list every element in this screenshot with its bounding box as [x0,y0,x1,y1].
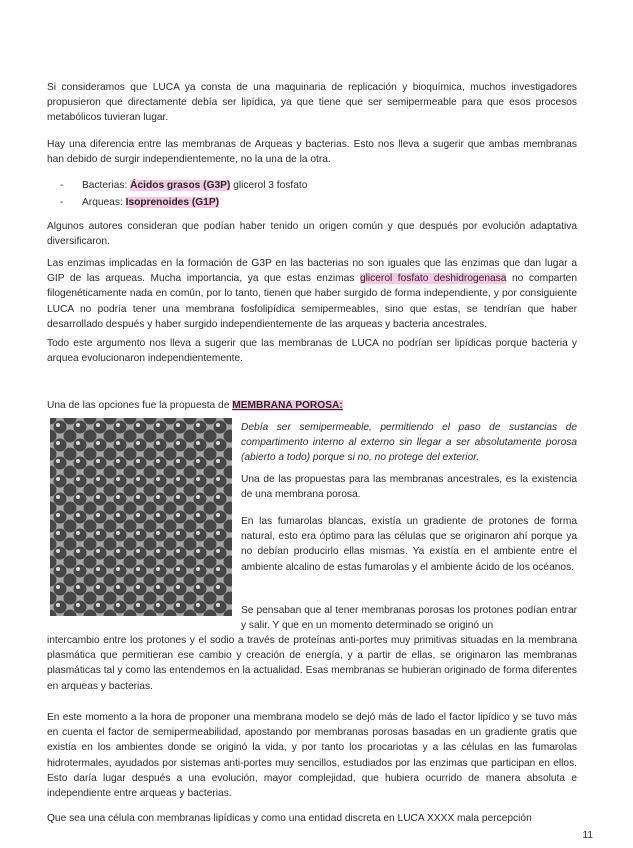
bullet-bacterias-label: Bacterias: [82,180,131,191]
enzymes-text-a: Las enzimas implicadas en la formación de G3P en las bacterias no son iguales que las enzimas que dan lugar a GIP de las arqueas. Mucha importancia, ya que estas enzimas [47,258,577,285]
paragraph-model-membrane: En este momento a la hora de proponer una membrana modelo se dejó más de lado el factor lipídico y se tuvo más en cuenta el factor de semipermeabilidad, apostando por membranas porosas basadas en un gradiente gratis que existía en los ambientes donde se originó la vida, y por tanto los procariotas y a las células en las fumarolas hidrotermales, ayudados por sistemas anti-portes muy sencillos, estudiados por las enzimas que participan en ellos. Esto daría lugar después a una evolución, mayor complejidad, que hubiera ocurrido de manera absoluta e independiente entre arqueas y bacterias. [47,712,577,800]
paragraph-luca-perception: Que sea una célula con membranas lipídicas y como una entidad discreta en LUCA XXXX mala percepción [47,813,532,824]
enzymes-text-b: no comparten filogenéticamente nada en común, por lo tanto, tienen que haber surgido de forma independiente, y por consiguiente LUCA no podría tener una membrana fosfolipídica semipermeables, sino que estas, se tendrían que haber desarrollado después y haber surgido independientemente de las arqueas y bacteria ancestrales. [47,273,577,330]
paragraph-argument: Todo este argumento nos lleva a sugerir que las membranas de LUCA no podrían ser lipídicas porque bacteria y arquea evolucionaron independientemente. [47,338,577,365]
porous-protons-a: Se pensaban que al tener membranas porosas los protones podían entrar y salir. Y que en un momento determinado se originó un [241,605,577,632]
bullet-arqueas-label: Arqueas: [82,197,126,208]
bullet-arqueas [60,195,307,212]
paragraph-membrane-difference: Hay una diferencia entre las membranas de Arqueas y bacterias. Esto nos lleva a sugerir que ambas membranas han debido de surgir independientemente, no la una de la otra. [47,139,577,166]
bullet-arqueas-highlight: Isoprenoides (G1P) [125,197,220,208]
porous-membrane-image [50,418,232,616]
porous-italic-definition: Debía ser semipermeable, permitiendo el paso de sustancias de compartimento interno al externo sin llegar a ser absolutamente porosa (abierto a todo) porque si no, no protege del exterior. [241,422,577,464]
porous-heading [47,398,343,413]
porous-protons-b: intercambio entre los protones y el sodio a través de proteínas anti-portes muy primitivas situadas en la membrana plasmática que permitieran ese cambio y creación de energía, y a partir de ellas, se originaron las membranas plasmáticas tal y como las entendemos en la actualidad. Esas membranas se hubieran originado de forma diferentes en arqueas y bacterias. [47,635,577,692]
porous-intro: Una de las opciones fue la propuesta de [47,400,233,411]
page-number: 11 [582,830,593,841]
paragraph-luca-lipid: Si consideramos que LUCA ya consta de una maquinaria de replicación y bioquímica, muchos investigadores propusieron que directamente debía ser lipídica, ya que tiene que ser semipermeable para que esos procesos metabólicos tuvieran lugar. [47,82,577,124]
membrane-bullet-list [60,178,307,212]
white-smokers-gradient: En las fumarolas blancas, existía un gradiente de protones de forma natural, esto era óptimo para las células que se originaron ahí porque ya no debían producirlo ellas mismas. Ya existía en el ambiente entre el ambiente alcalino de estas fumarolas y el ambiente ácido de los océanos. [241,516,577,573]
membrane-micrograph [50,418,232,616]
paragraph-common-origin: Algunos autores consideran que podían haber tenido un origen común y que después por evolución adaptativa diversificaron. [47,221,577,248]
bullet-bacterias [60,178,307,195]
porous-title: MEMBRANA POROSA: [232,400,343,411]
enzyme-highlight: glicerol fosfato deshidrogenasa [359,273,507,285]
bullet-bacterias-rest: glicerol 3 fosfato [230,180,308,191]
porous-proposal: Una de las propuestas para las membranas ancestrales, es la existencia de una membrana porosa. [241,474,577,501]
paragraph-enzymes [47,256,577,332]
bullet-bacterias-highlight: Ácidos grasos (G3P) [130,180,231,191]
